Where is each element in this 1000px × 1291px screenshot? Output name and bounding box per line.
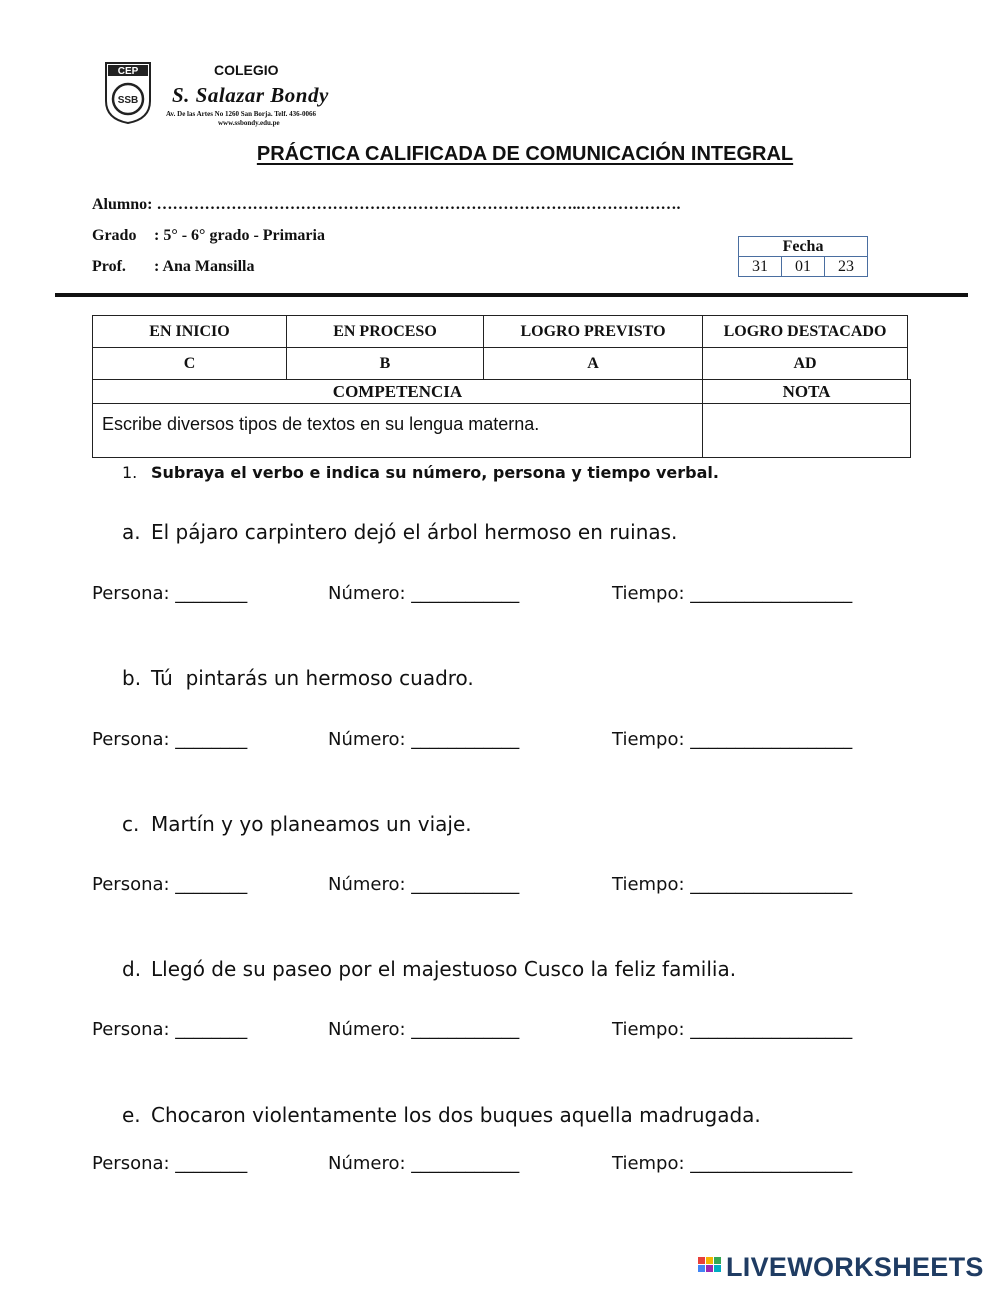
persona-field[interactable]: Persona: ________ (92, 583, 248, 604)
sentence-a (122, 520, 677, 544)
sentence-text[interactable]: Chocaron violentamente los dos buques aquella madrugada. (151, 1103, 761, 1127)
persona-field[interactable]: Persona: ________ (92, 1153, 248, 1174)
tiempo-field[interactable]: Tiempo: __________________ (612, 1019, 853, 1040)
numero-field[interactable]: Número: ____________ (328, 874, 520, 895)
persona-field[interactable]: Persona: ________ (92, 874, 248, 895)
fecha-label: Fecha (739, 237, 868, 257)
competencia-header: COMPETENCIA (93, 380, 703, 404)
sentence-c (122, 812, 472, 836)
answer-row-d (92, 1019, 922, 1045)
sentence-e (122, 1103, 761, 1127)
instruction-text: Subraya el verbo e indica su número, persona y tiempo verbal. (151, 463, 719, 482)
logo-block (714, 1265, 721, 1272)
sentence-letter: b. (122, 666, 142, 690)
fecha-year: 23 (825, 257, 868, 277)
header-divider (55, 293, 968, 297)
sentence-text[interactable]: Martín y yo planeamos un viaje. (151, 812, 472, 836)
numero-field[interactable]: Número: ____________ (328, 583, 520, 604)
sentence-letter: c. (122, 812, 140, 836)
logo-block (714, 1257, 721, 1264)
answer-row-a (92, 583, 922, 609)
logo-block (698, 1265, 705, 1272)
sentence-d (122, 957, 736, 981)
numero-field[interactable]: Número: ____________ (328, 1153, 520, 1174)
crest-monogram: SSB (117, 95, 139, 106)
level-code: C (93, 348, 287, 380)
tiempo-field[interactable]: Tiempo: __________________ (612, 583, 853, 604)
sentence-text[interactable]: Tú pintarás un hermoso cuadro. (151, 666, 474, 690)
sentence-letter: e. (122, 1103, 141, 1127)
level-header: LOGRO DESTACADO (703, 316, 908, 348)
answer-row-e (92, 1153, 922, 1179)
level-header: EN INICIO (93, 316, 287, 348)
sentence-text[interactable]: Llegó de su paseo por el majestuoso Cusco la feliz familia. (151, 957, 737, 981)
school-website: www.ssbondy.edu.pe (218, 119, 280, 127)
crest-letters: CEP (117, 66, 139, 77)
level-header: EN PROCESO (287, 316, 484, 348)
prof-value: : Ana Mansilla (154, 258, 255, 275)
tiempo-field[interactable]: Tiempo: __________________ (612, 1153, 853, 1174)
level-code: B (287, 348, 484, 380)
sentence-text[interactable]: El pájaro carpintero dejó el árbol hermoso en ruinas. (151, 520, 678, 544)
level-header: LOGRO PREVISTO (484, 316, 703, 348)
liveworksheets-brand[interactable]: LIVEWORKSHEETS (726, 1252, 984, 1282)
school-name: S. Salazar Bondy (172, 83, 329, 107)
fecha-day: 31 (739, 257, 782, 277)
grado-label: Grado (92, 227, 137, 244)
tiempo-field[interactable]: Tiempo: __________________ (612, 729, 853, 750)
grado-row (92, 227, 325, 245)
instruction (122, 463, 719, 482)
competencia-cell (93, 404, 703, 458)
level-code: A (484, 348, 703, 380)
nota-header: NOTA (703, 380, 911, 404)
numero-field[interactable]: Número: ____________ (328, 1019, 520, 1040)
sentence-letter: d. (122, 957, 142, 981)
nota-field[interactable] (703, 404, 911, 458)
school-word: COLEGIO (214, 62, 279, 78)
logo-block (706, 1257, 713, 1264)
liveworksheets-logo-icon (698, 1257, 722, 1287)
logo-block (706, 1265, 713, 1272)
prof-label: Prof. (92, 258, 126, 275)
persona-field[interactable]: Persona: ________ (92, 729, 248, 750)
answer-row-b (92, 729, 922, 755)
tiempo-field[interactable]: Tiempo: __________________ (612, 874, 853, 895)
school-address: Av. De las Artes No 1260 San Borja. Telf. 436-0066 (166, 110, 316, 118)
prof-row (92, 258, 254, 276)
competencia-text: Escribe diversos tipos de textos en su lengua materna. (102, 414, 540, 434)
page-title: PRÁCTICA CALIFICADA DE COMUNICACIÓN INTEGRAL (256, 143, 794, 165)
sentence-letter: a. (122, 520, 141, 544)
fecha-table (738, 236, 868, 277)
answer-row-c (92, 874, 922, 900)
school-crest-icon (104, 61, 152, 125)
competencia-table (92, 379, 911, 458)
sentence-b (122, 666, 474, 690)
alumno-field[interactable]: Alumno: ……………………………………………………………………..………………. (92, 196, 681, 213)
logo-block (698, 1257, 705, 1264)
fecha-month: 01 (782, 257, 825, 277)
persona-field[interactable]: Persona: ________ (92, 1019, 248, 1040)
levels-table (92, 315, 908, 380)
level-code: AD (703, 348, 908, 380)
numero-field[interactable]: Número: ____________ (328, 729, 520, 750)
instruction-number: 1. (122, 463, 138, 482)
grado-value: : 5° - 6° grado - Primaria (154, 227, 325, 244)
